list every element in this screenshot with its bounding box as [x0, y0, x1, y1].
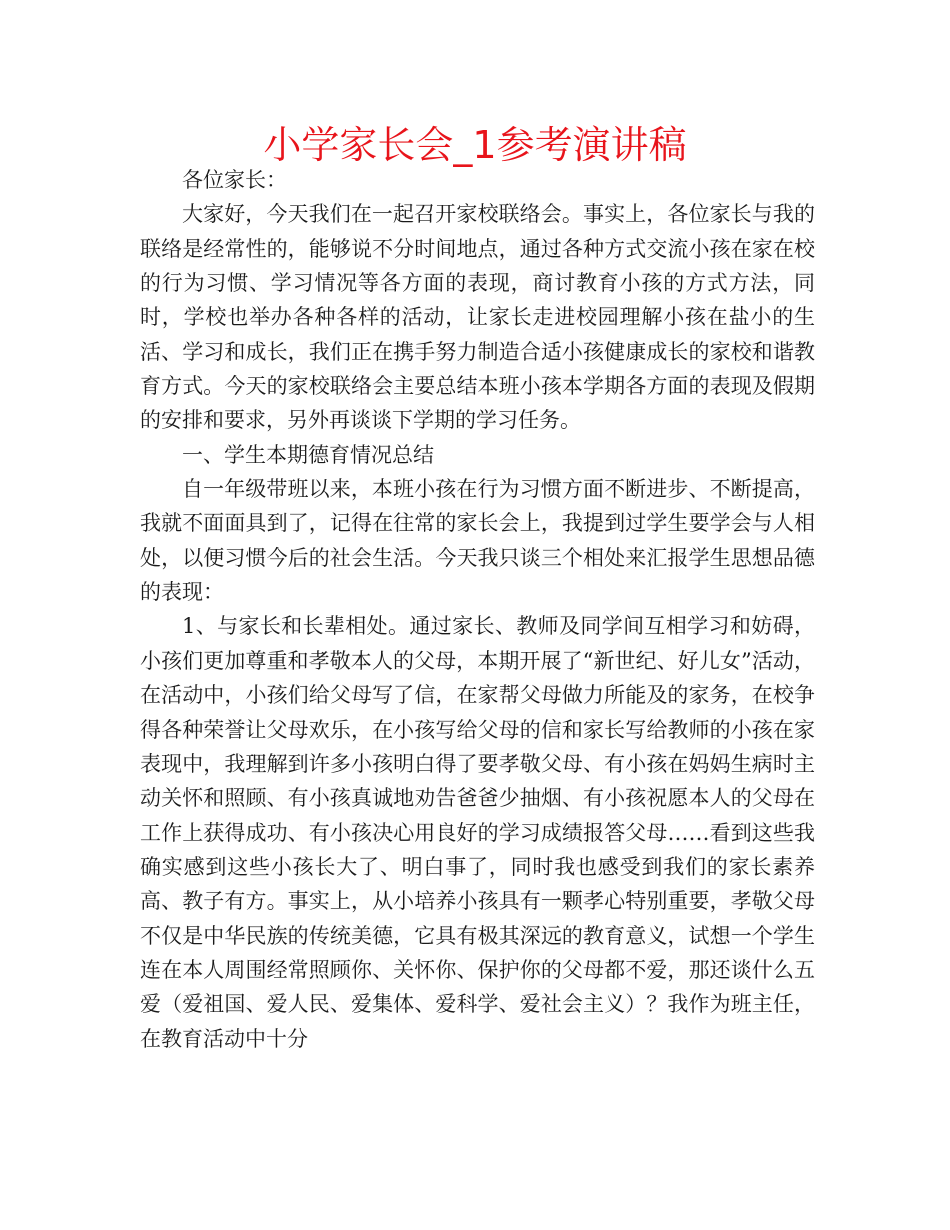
- salutation-paragraph: 各位家长：: [182, 168, 287, 192]
- point-paragraph: 1、与家长和长辈相处。通过家长、教师及同学间互相学习和妨碍，小孩们更加尊重和孝敬本人的父母，本期开展了“新世纪、好儿女”活动，在活动中，小孩们给父母写了信，在家帮父母做力所能及的家务，在校争得各种荣誉让父母欢乐，在小孩写给父母的信和家长写给教师的小孩在家表现中，我理解到许多小孩明白得了要孝敬父母、有小孩在妈妈生病时主动关怀和照顾、有小孩真诚地劝告爸爸少抽烟、有小孩祝愿本人的父母在工作上获得成功、有小孩决心用良好的学习成绩报答父母……看到这些我确实感到这些小孩长大了、明白事了，同时我也感受到我们的家长素养高、教子有方。事实上，从小培养小孩具有一颗孝心特别重要，孝敬父母不仅是中华民族的传统美德，它具有极其深远的教育意义，试想一个学生连在本人周围经常照顾你、关怀你、保护你的父母都不爱，那还谈什么五爱（爱祖国、爱人民、爱集体、爱科学、爱社会主义）？我作为班主任，在教育活动中十分: [140, 614, 815, 1051]
- section-paragraph: 自一年级带班以来，本班小孩在行为习惯方面不断进步、不断提高，我就不面面具到了，记得在往常的家长会上，我提到过学生要学会与人相处，以便习惯今后的社会生活。今天我只谈三个相处来汇报学生思想品德的表现：: [140, 477, 815, 605]
- section-heading: 一、学生本期德育情况总结: [182, 442, 434, 467]
- intro-paragraph: 大家好，今天我们在一起召开家校联络会。事实上，各位家长与我的联络是经常性的，能够说不分时间地点，通过各种方式交流小孩在家在校的行为习惯、学习情况等各方面的表现，商讨教育小孩的方式方法，同时，学校也举办各种各样的活动，让家长走进校园理解小孩在盐小的生活、学习和成长，我们正在携手努力制造合适小孩健康成长的家校和谐教育方式。今天的家校联络会主要总结本班小孩本学期各方面的表现及假期的安排和要求，另外再谈谈下学期的学习任务。: [140, 202, 815, 433]
- document-title: 小学家长会_1参考演讲稿: [263, 123, 687, 167]
- document-body: [140, 163, 815, 1056]
